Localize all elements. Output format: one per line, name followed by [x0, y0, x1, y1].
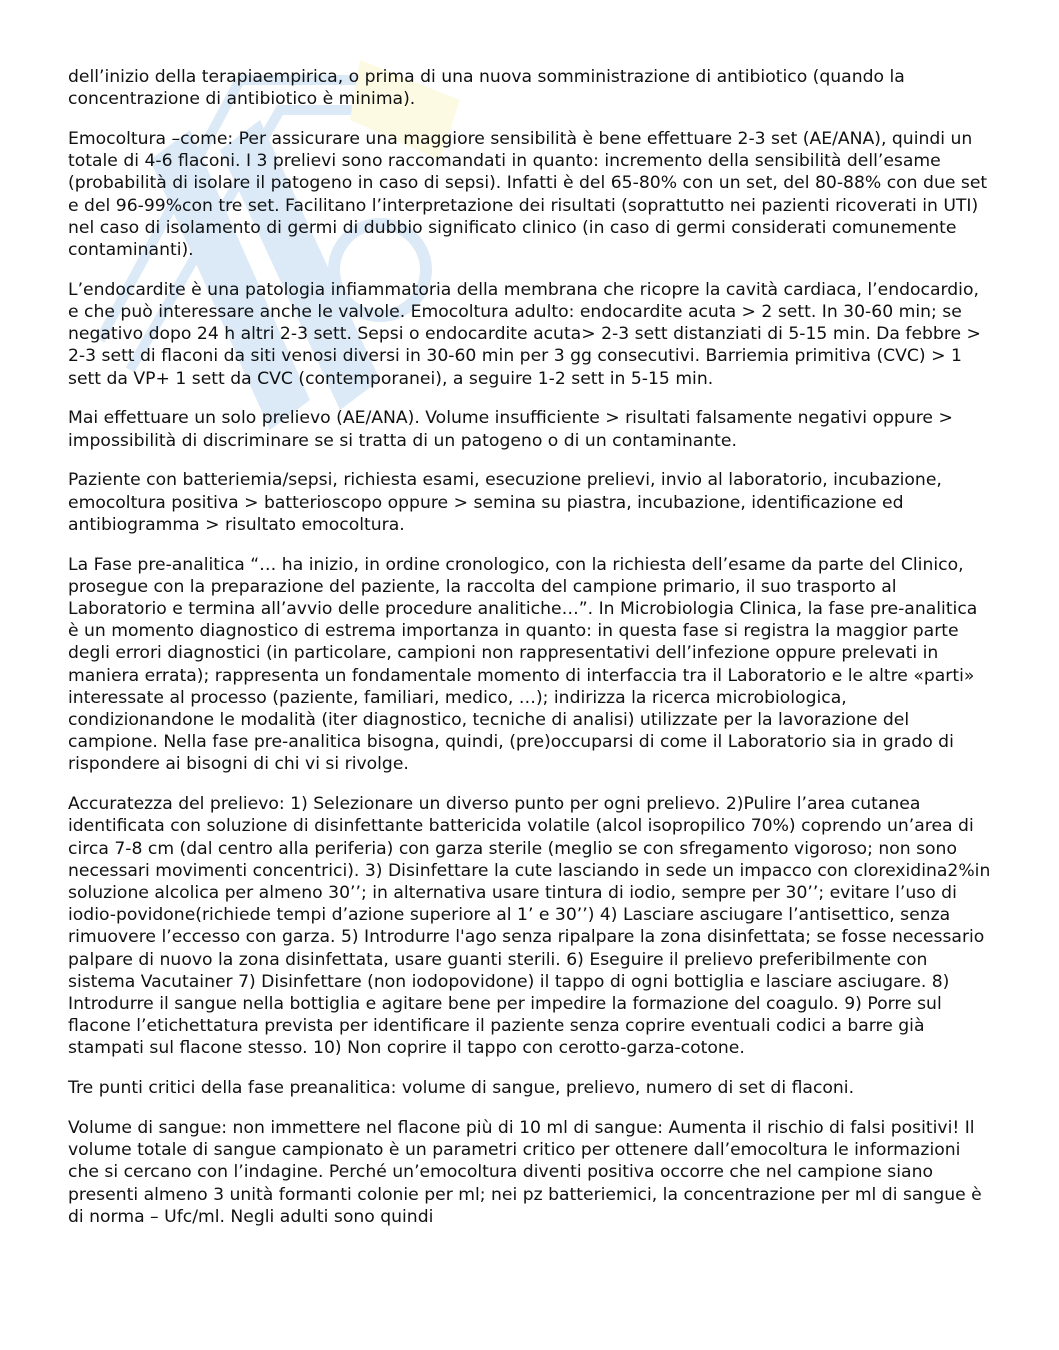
paragraph: Tre punti critici della fase preanalitica: volume di sangue, prelievo, numero di set di flaconi. [68, 1078, 855, 1099]
paragraph: Emocoltura –come: Per assicurare una maggiore sensibilità è bene effettuare 2-3 set (AE/ANA), quindi un totale di 4-6 flaconi. I 3 prelievi sono raccomandati in quanto: incremento della sensibilità dell’esame (probabilità di isolare il patogeno in caso di sepsi). Infatti è del 65-80% con un set, del 80-88% con due set e del 96-99%con tre set. Facilitano l’interpretazione dei risultati (soprattutto nei pazienti ricoverati in UTI) nel caso di isolamento di germi di dubbio significato clinico (in caso di germi considerati comunemente contaminanti). [68, 129, 988, 261]
document-body [68, 66, 992, 1246]
paragraph: Volume di sangue: non immettere nel flacone più di 10 ml di sangue: Aumenta il rischio di falsi positivi! Il volume totale di sangue campionato è un parametri critico per ottenere dall’emocoltura le informazioni che si cercano con l’indagine. Perché un’emocoltura diventi positiva occorre che nel campione siano presenti almeno 3 unità formanti colonie per ml; nei pz batteriemici, la concentrazione per ml di sangue è di norma – Ufc/ml. Negli adulti sono quindi [68, 1118, 982, 1227]
paragraph: Mai effettuare un solo prelievo (AE/ANA). Volume insufficiente > risultati falsamente negativi oppure > impossibilità di discriminare se si tratta di un patogeno o di un contaminante. [68, 408, 953, 451]
paragraph: La Fase pre-analitica “… ha inizio, in ordine cronologico, con la richiesta dell’esame da parte del Clinico, prosegue con la preparazione del paziente, la raccolta del campione primario, il suo trasporto al Laboratorio e termina all’avvio delle procedure analitiche…”. In Microbiologia Clinica, la fase pre-analitica è un momento diagnostico di estrema importanza in quanto: in questa fase si registra la maggior parte degli errori diagnostici (in particolare, campioni non rappresentativi dell’infezione oppure prelevati in maniera errata); rappresenta un fondamentale momento di interfaccia tra il Laboratorio e le altre «parti» interessate al processo (paziente, familiari, medico, …); indirizza la ricerca microbiologica, condizionandone le modalità (iter diagnostico, tecniche di analisi) utilizzate per la lavorazione del campione. Nella fase pre-analitica bisogna, quindi, (pre)occuparsi di come il Laboratorio sia in grado di rispondere ai bisogni di chi vi si rivolge. [68, 554, 978, 775]
paragraph: Accuratezza del prelievo: 1) Selezionare un diverso punto per ogni prelievo. 2)Pulire l’area cutanea identificata con soluzione di disinfettante battericida volatile (alcol isopropilico 70%) coprendo un’area di circa 7-8 cm (dal centro alla periferia) con garza sterile (meglio se con sfregamento vigoroso; non sono necessari movimenti concentrici). 3) Disinfettare la cute lasciando in sede un impacco con clorexidina2%in soluzione alcolica per almeno 30’’; in alternativa usare tintura di iodio, sempre per 30’’; evitare l’uso di iodio-povidone(richiede tempi d’azione superiore al 1’ e 30’’) 4) Lasciare asciugare l’antisettico, senza rimuovere l’eccesso con garza. 5) Introdurre l'ago senza ripalpare la zona disinfettata; se fosse necessario palpare di nuovo la zona disinfettata, usare guanti sterili. 6) Eseguire il prelievo preferibilmente con sistema Vacutainer 7) Disinfettare (non iodopovidone) il tappo di ogni bottiglia e lasciare asciugare. 8) Introdurre il sangue nella bottiglia e agitare bene per impedire la formazione del coagulo. 9) Porre sul flacone l’etichettatura prevista per identificare il paziente senza coprire eventuali codici a barre già stampati sul flacone stesso. 10) Non coprire il tappo con cerotto-garza-cotone. [68, 794, 991, 1059]
paragraph: dell’inizio della terapiaempirica, o prima di una nuova somministrazione di antibiotico (quando la concentrazione di antibiotico è minima). [68, 67, 905, 110]
paragraph: L’endocardite è una patologia infiammatoria della membrana che ricopre la cavità cardiaca, l’endocardio, e che può interessare anche le valvole. Emocoltura adulto: endocardite acuta > 2 sett. In 30-60 min; se negativo dopo 24 h altri 2-3 sett. Sepsi o endocardite acuta> 2-3 sett distanziati di 5-15 min. Da febbre > 2-3 sett di flaconi da siti venosi diversi in 30-60 min per 3 gg consecutivi. Barriemia primitiva (CVC) > 1 sett da VP+ 1 sett da CVC (contemporanei), a seguire 1-2 sett in 5-15 min. [68, 279, 981, 389]
paragraph: Paziente con batteriemia/sepsi, richiesta esami, esecuzione prelievi, invio al laboratorio, incubazione, emocoltura positiva > batterioscopo oppure > semina su piastra, incubazione, identificazione ed antibiogramma > risultato emocoltura. [68, 470, 942, 535]
